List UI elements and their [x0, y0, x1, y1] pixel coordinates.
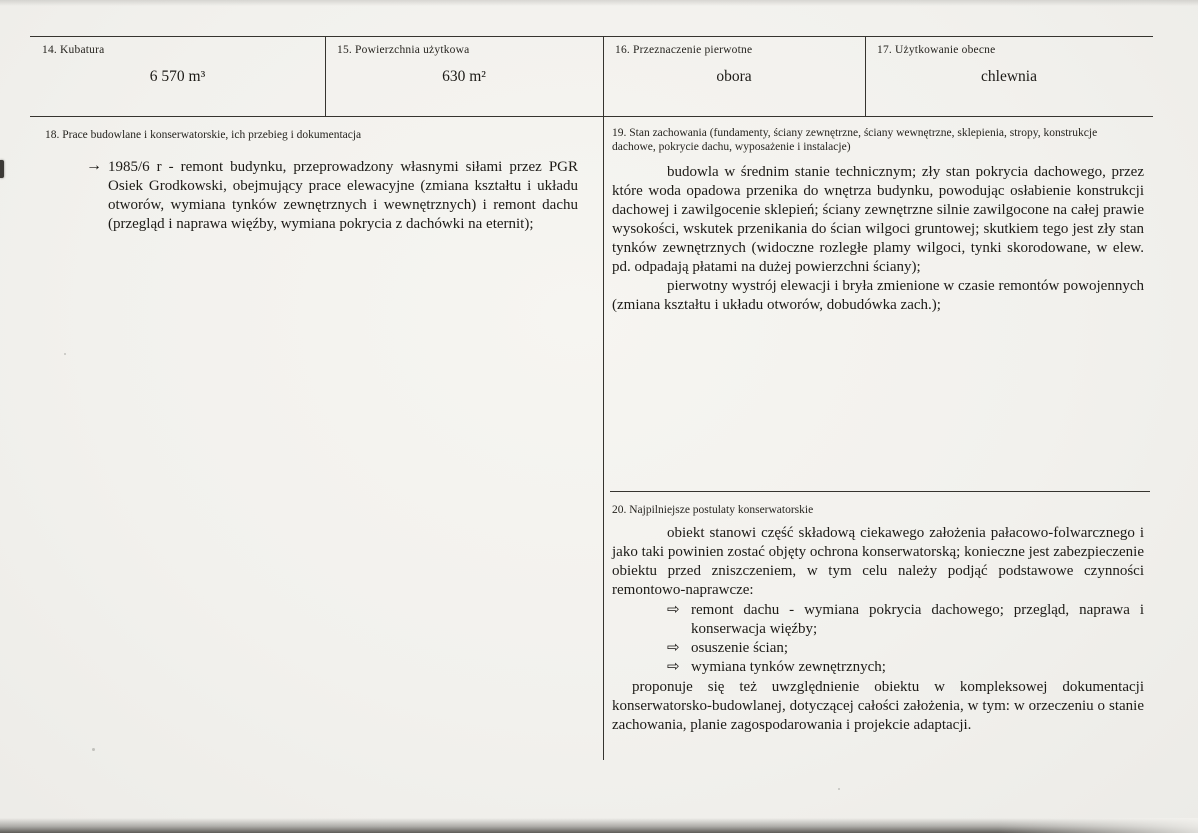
field-16-label: 16. Przeznaczenie pierwotne	[615, 44, 753, 56]
field-17-value: chlewnia	[981, 68, 1037, 85]
field-18-label: 18. Prace budowlane i konserwatorskie, ich przebieg i dokumentacja	[45, 129, 362, 141]
scan-edge-bottom-fade	[998, 818, 1198, 833]
list-item	[667, 601, 1144, 639]
scan-speckle	[838, 788, 840, 790]
divider-column-center	[603, 36, 604, 760]
field-15-powierzchnia	[325, 36, 603, 116]
field-14-kubatura	[30, 36, 325, 116]
field-19-content	[612, 163, 1144, 315]
scan-mark-left-edge	[0, 160, 4, 178]
list-item	[667, 658, 1144, 677]
field-18-text: 1985/6 r - remont budynku, przeprowadzony własnymi siłami przez PGR Osiek Grodkowski, obejmujący prace elewacyjne (zmiana kształtu i układu otworów, wymiana tynków zewnętrznych i wewnętrznych) i remont dachu (przegląd i naprawa więźby, wymiana pokrycia z dachówki na eternit);	[108, 159, 578, 232]
field-20-paragraph-1: obiekt stanowi część składową ciekawego założenia pałacowo-folwarcznego i jako taki powinien zostać objęty ochrona konserwatorską; konieczne jest zabezpieczenie obiektu przed zniszczeniem, w tym celu należy podjąć podstawowe czynności remontowo-naprawcze:	[612, 525, 1144, 598]
scan-speckle	[92, 748, 95, 751]
field-14-value: 6 570 m³	[149, 68, 206, 85]
field-19-label: 19. Stan zachowania (fundamenty, ściany zewnętrzne, ściany wewnętrzne, sklepienia, stropy, konstrukcje dachowe, pokrycie dachu, wyposażenie i instalacje)	[612, 127, 1098, 153]
field-16-przeznaczenie	[603, 36, 865, 116]
field-17-label: 17. Użytkowanie obecne	[877, 44, 996, 56]
field-19-paragraph-2: pierwotny wystrój elewacji i bryła zmienione w czasie remontów powojennych (zmiana kształtu i układu otworów, dobudówka zach.);	[612, 278, 1144, 313]
list-item	[667, 639, 1144, 658]
field-20-content	[612, 524, 1144, 735]
scan-speckle	[64, 353, 66, 355]
field-16-value: obora	[716, 68, 752, 85]
bullet-text: osuszenie ścian;	[691, 640, 789, 656]
field-14-label: 14. Kubatura	[42, 44, 105, 56]
field-15-value: 630 m²	[442, 68, 486, 85]
field-20-bullet-list	[612, 601, 1144, 677]
scan-edge-top-shadow	[0, 0, 1198, 6]
field-19-paragraph-1: budowla w średnim stanie technicznym; zły stan pokrycia dachowego, przez które woda opadowa przenika do wnętrza budynku, powodując osłabienie konstrukcji dachowej i zawilgocenie sklepień; ściany zewnętrzne silnie zawilgocone na całej prawie wysokości, wskutek przenikania do ścian wilgoci gruntowej; skutkiem tego jest zły stan tynków zewnętrznych (widoczne rozległe plamy wilgoci, tynki skorodowane, w elew. pd. odpadają płatami na dużej powierzchni ściany);	[612, 164, 1144, 275]
field-15-label: 15. Powierzchnia użytkowa	[337, 44, 470, 56]
divider-section-19-20	[610, 491, 1150, 492]
hollow-arrow-icon: ⇨	[667, 659, 680, 675]
bullet-text: remont dachu - wymiana pokrycia dachowego; przegląd, naprawa i konserwacja więźby;	[691, 602, 1144, 637]
bullet-text: wymiana tynków zewnętrznych;	[691, 659, 886, 675]
field-20-label: 20. Najpilniejsze postulaty konserwatorskie	[612, 504, 814, 516]
field-18-content	[86, 158, 608, 234]
arrow-right-icon: →	[86, 157, 102, 174]
field-17-uzytkowanie	[865, 36, 1153, 116]
hollow-arrow-icon: ⇨	[667, 640, 680, 656]
field-20-paragraph-2: proponuje się też uwzględnienie obiektu w kompleksowej dokumentacji konserwatorsko-budowlanej, dotyczącej całości założenia, w tym: w orzeczeniu o stanie zachowania, planie zagospodarowania i projekcie adaptacji.	[612, 679, 1144, 733]
hollow-arrow-icon: ⇨	[667, 602, 680, 618]
divider-header-bottom	[30, 116, 1153, 117]
